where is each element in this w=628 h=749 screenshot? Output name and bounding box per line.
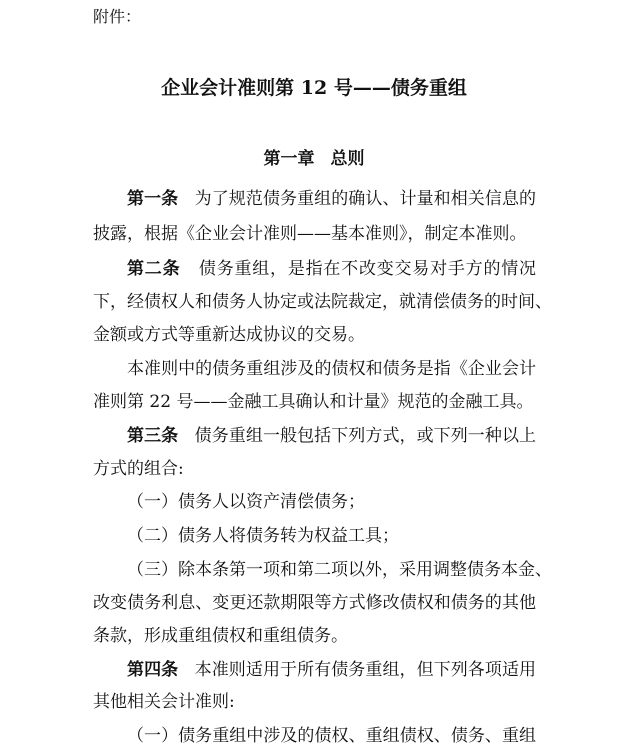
article-2-line-3: 金额或方式等重新达成协议的交易。 (93, 325, 365, 345)
article-2-text-1: 债务重组，是指在不改变交易对手方的情况 (198, 259, 537, 279)
article-4-text-1: 本准则适用于所有债务重组，但下列各项适用 (194, 660, 537, 680)
article-1-line-1 (127, 187, 536, 211)
article-4-line-1 (127, 658, 536, 682)
article-4-label: 第四条 (127, 660, 179, 680)
article-4-item-1-line-1: （一）债务重组中涉及的债权、重组债权、债务、重组 (127, 726, 536, 746)
article-2-label: 第二条 (127, 259, 181, 279)
article-3-item-3-line-2: 改变债务利息、变更还款期限等方式修改债权和债务的其他 (93, 593, 536, 613)
scope-paragraph-line-1: 本准则中的债务重组涉及的债权和债务是指《企业会计 (127, 359, 536, 379)
article-2-line-2: 下，经债权人和债务人协定或法院裁定，就清偿债务的时间、 (93, 292, 552, 312)
article-4-line-2: 其他相关会计准则: (93, 692, 235, 712)
attachment-label: 附件： (93, 7, 142, 26)
article-2-line-1 (127, 257, 536, 281)
article-1-label: 第一条 (127, 189, 179, 209)
article-3-line-1 (127, 424, 536, 448)
article-3-item-3-line-3: 条款，形成重组债权和重组债务。 (93, 626, 348, 646)
article-3-line-2: 方式的组合: (93, 459, 184, 479)
chapter-heading (0, 147, 628, 171)
article-3-item-3-line-1: （三）除本条第一项和第二项以外，采用调整债务本金、 (127, 560, 552, 580)
document-title: 企业会计准则第 12 号——债务重组 (161, 77, 467, 99)
article-3-label: 第三条 (127, 426, 179, 446)
scope-paragraph-line-2: 准则第 22 号——金融工具确认和计量》规范的金融工具。 (93, 392, 534, 412)
article-1-line-2: 披露，根据《企业会计准则——基本准则》，制定本准则。 (93, 224, 527, 244)
chapter-name: 总则 (330, 149, 365, 169)
article-3-item-2: （二）债务人将债务转为权益工具； (127, 526, 399, 546)
chapter-number: 第一章 (263, 149, 315, 169)
article-1-text-1: 为了规范债务重组的确认、计量和相关信息的 (194, 189, 537, 209)
article-3-item-1: （一）债务人以资产清偿债务； (127, 492, 365, 512)
article-3-text-1: 债务重组一般包括下列方式，或下列一种以上 (194, 426, 537, 446)
